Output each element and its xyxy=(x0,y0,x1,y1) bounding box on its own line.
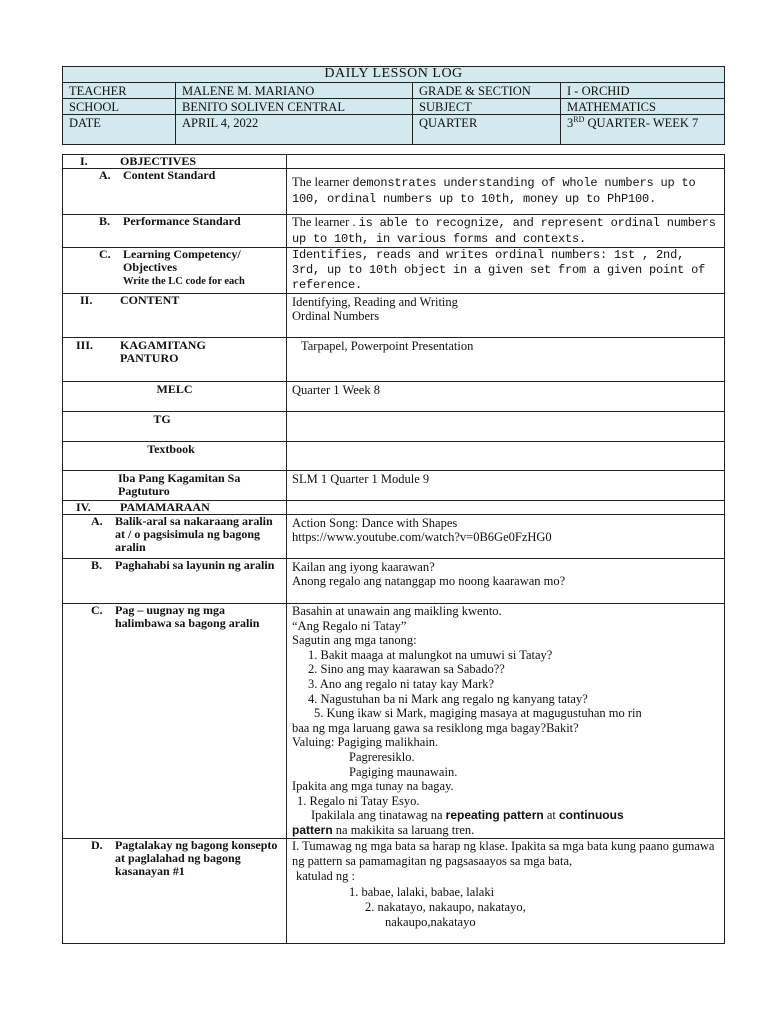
list-item: 2. Sino ang may kaarawan sa Sabado?? xyxy=(308,662,505,677)
quarter-label: QUARTER xyxy=(413,115,561,145)
balik-aral-label: A. Balik-aral sa nakaraang aralin at / o pagsisimula ng bagong aralin xyxy=(63,515,287,559)
date-value: APRIL 4, 2022 xyxy=(176,115,413,145)
teacher-label: TEACHER xyxy=(63,83,176,99)
lesson-table xyxy=(62,154,725,944)
tg-label: TG xyxy=(63,412,287,442)
quarter-value: 3RD QUARTER- WEEK 7 xyxy=(561,115,725,145)
kagamitan-text: Tarpapel, Powerpoint Presentation xyxy=(287,338,725,382)
header-table xyxy=(62,66,725,145)
teacher-value: MALENE M. MARIANO xyxy=(176,83,413,99)
pagtalakay-label: D. Pagtalakay ng bagong konsepto at paglalahad ng bagong kasanayan #1 xyxy=(63,839,287,944)
content-heading: II. CONTENT xyxy=(63,294,287,338)
subject-value: MATHEMATICS xyxy=(561,99,725,115)
content-standard-text: The learner demonstrates understanding of whole numbers up to 100, ordinal numbers up to 10th, money up to PhP100. xyxy=(287,169,725,215)
school-value: BENITO SOLIVEN CENTRAL xyxy=(176,99,413,115)
balik-aral-text: Action Song: Dance with Shapes https://www.youtube.com/watch?v=0B6Ge0FzHG0 xyxy=(287,515,725,559)
school-label: SCHOOL xyxy=(63,99,176,115)
performance-standard-text: The learner . is able to recognize, and represent ordinal numbers up to 10th, in various forms and contexts. xyxy=(287,215,725,248)
list-item: 4. Nagustuhan ba ni Mark ang regalo ng kanyang tatay? xyxy=(308,691,588,706)
date-label: DATE xyxy=(63,115,176,145)
page-title: DAILY LESSON LOG xyxy=(63,67,725,83)
melc-label: MELC xyxy=(63,382,287,412)
paghahabi-label: B. Paghahabi sa layunin ng aralin xyxy=(63,559,287,604)
pagtalakay-text: I. Tumawag ng mga bata sa harap ng klase. Ipakita sa mga bata kung paano gumawa ng pattern sa pamamagitan ng pagsasaayos sa mga bata, katulad ng : 1. babae, lalaki, babae, lalaki 2. nakatayo, nakaupo, nakatayo, nakaupo,nakatayo xyxy=(287,839,725,944)
subject-label: SUBJECT xyxy=(413,99,561,115)
content-text: Identifying, Reading and Writing Ordinal Numbers xyxy=(287,294,725,338)
melc-text: Quarter 1 Week 8 xyxy=(287,382,725,412)
grade-label: GRADE & SECTION xyxy=(413,83,561,99)
performance-standard-label: B. Performance Standard xyxy=(63,215,287,248)
iba-pang-kagamitan-label: Iba Pang Kagamitan Sa Pagtuturo xyxy=(63,471,287,501)
pamamaraan-heading: IV. PAMAMARAAN xyxy=(63,501,287,515)
objectives-heading: I. OBJECTIVES xyxy=(63,155,287,169)
learning-competency-label: C. Learning Competency/ Objectives Write the LC code for each xyxy=(63,248,287,294)
grade-value: I - ORCHID xyxy=(561,83,725,99)
content-standard-label: A. Content Standard xyxy=(63,169,287,215)
iba-pang-kagamitan-text: SLM 1 Quarter 1 Module 9 xyxy=(287,471,725,501)
pag-uugnay-text: Basahin at unawain ang maikling kwento. “Ang Regalo ni Tatay” Sagutin ang mga tanong: 1. Bakit maaga at malungkot na umuwi si Tatay? 2. Sino ang may kaarawan sa Sabado?? 3. Ano ang regalo ni tatay kay Mark? 4. Nagustuhan ba ni Mark ang regalo ng kanyang tatay? 5. Kung ikaw si Mark, magiging masaya at magugustuhan mo rin baa ng mga laruang gawa sa resiklong mga bagay?Bakit? Valuing: Pagiging malikhain. Pagreresiklo. Pagiging maunawain. Ipakita ang mga tunay na bagay. 1. Regalo ni Tatay Esyo. Ipakilala ang tinatawag na repeating pattern at continuous pattern na makikita sa laruang tren. xyxy=(287,604,725,839)
list-item: 1. Bakit maaga at malungkot na umuwi si Tatay? xyxy=(308,647,553,662)
question-list xyxy=(292,648,719,706)
list-item: 3. Ano ang regalo ni tatay kay Mark? xyxy=(308,676,495,691)
kagamitan-heading: III. KAGAMITANG PANTURO xyxy=(63,338,287,382)
textbook-label: Textbook xyxy=(63,442,287,471)
pag-uugnay-label: C. Pag – uugnay ng mga halimbawa sa bagong aralin xyxy=(63,604,287,839)
paghahabi-text: Kailan ang iyong kaarawan? Anong regalo ang natanggap mo noong kaarawan mo? xyxy=(287,559,725,604)
learning-competency-text: Identifies, reads and writes ordinal numbers: 1st , 2nd, 3rd, up to 10th object in a given set from a given point of reference. xyxy=(287,248,725,294)
